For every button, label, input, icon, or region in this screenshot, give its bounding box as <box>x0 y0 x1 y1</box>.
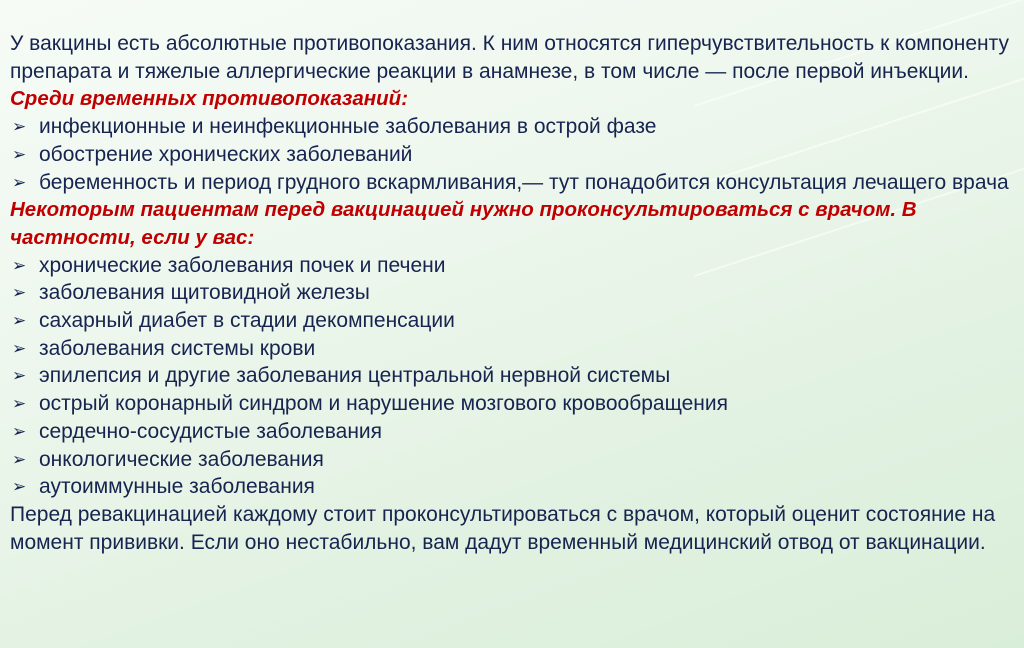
list-item <box>10 252 1010 280</box>
arrow-bullet-icon: ➢ <box>12 311 27 331</box>
list-item <box>10 113 1010 141</box>
list-item-text: эпилепсия и другие заболевания центральной нервной системы <box>39 364 671 388</box>
list-item <box>10 169 1010 197</box>
list-item <box>10 141 1010 169</box>
list-item <box>10 362 1010 390</box>
list-item-text: аутоиммунные заболевания <box>39 475 315 499</box>
arrow-bullet-icon: ➢ <box>12 144 27 164</box>
list-item <box>10 335 1010 363</box>
list-item-text: хронические заболевания почек и печени <box>39 253 446 277</box>
list-item <box>10 279 1010 307</box>
arrow-bullet-icon: ➢ <box>12 172 27 192</box>
arrow-bullet-icon: ➢ <box>12 477 27 497</box>
list-item-text: заболевания щитовидной железы <box>39 281 370 305</box>
arrow-bullet-icon: ➢ <box>12 394 27 414</box>
list-item-text: острый коронарный синдром и нарушение мозгового кровообращения <box>39 392 729 416</box>
list-item-text: беременность и период грудного вскармливания,— тут понадобится консультация лечащего врача <box>39 170 1009 194</box>
list-item-text: инфекционные и неинфекционные заболевания в острой фазе <box>39 115 657 139</box>
list-item-text: обострение хронических заболеваний <box>39 142 413 166</box>
temporary-contraindications-list <box>10 113 1010 196</box>
list-item <box>10 418 1010 446</box>
outro-paragraph: Перед ревакцинацией каждому стоит проконсультироваться с врачом, который оценит состояние на момент прививки. Если оно нестабильно, вам дадут временный медицинский отвод от вакцинации. <box>10 502 996 554</box>
list-item-text: онкологические заболевания <box>39 447 324 471</box>
arrow-bullet-icon: ➢ <box>12 117 27 137</box>
slide-content <box>10 30 1010 556</box>
list-item-text: заболевания системы крови <box>39 336 316 360</box>
list-item <box>10 390 1010 418</box>
consultation-list <box>10 252 1010 501</box>
arrow-bullet-icon: ➢ <box>12 283 27 303</box>
arrow-bullet-icon: ➢ <box>12 421 27 441</box>
arrow-bullet-icon: ➢ <box>12 255 27 275</box>
arrow-bullet-icon: ➢ <box>12 449 27 469</box>
temporary-contraindications-heading: Среди временных противопоказаний: <box>10 87 409 111</box>
list-item <box>10 446 1010 474</box>
arrow-bullet-icon: ➢ <box>12 366 27 386</box>
consultation-heading: Некоторым пациентам перед вакцинацией нужно проконсультироваться с врачом. В частности, если у вас: <box>10 198 917 249</box>
list-item <box>10 473 1010 501</box>
list-item-text: сахарный диабет в стадии декомпенсации <box>39 309 455 333</box>
list-item-text: сердечно-сосудистые заболевания <box>39 419 383 443</box>
arrow-bullet-icon: ➢ <box>12 338 27 358</box>
list-item <box>10 307 1010 335</box>
intro-paragraph: У вакцины есть абсолютные противопоказания. К ним относятся гиперчувствительность к компоненту препарата и тяжелые аллергические реакции в анамнезе, в том числе — после первой инъекции. <box>10 32 1009 83</box>
